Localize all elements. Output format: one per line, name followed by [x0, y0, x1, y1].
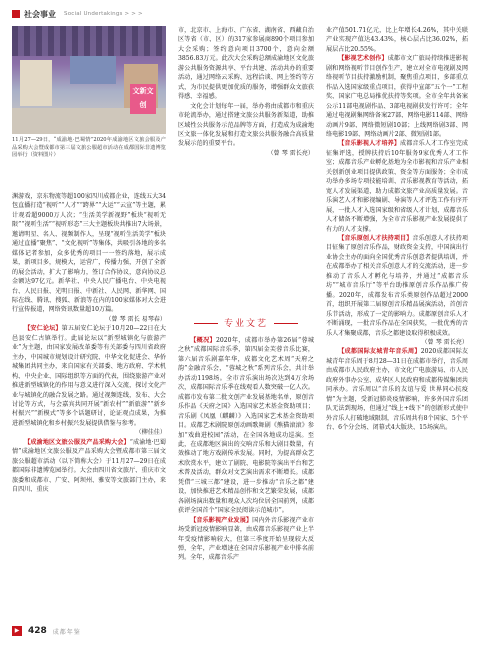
heading-rule — [194, 323, 218, 324]
paragraph: 市，北京市、上海市、广东省、湖南省、西藏自治区等省（市、区）的317家参展商890个项目参加大会采购；签约意向项目3700个，意向金额3856.83万元。此次大会采购总额成渝地区文化旅游公共服务资源共享、平台共建、活动共办的重要活动，通过网络云采购、远程洽谈、网上签约等方式，为市民提供更加优质的服务，增强群众文旅获得感、幸福感。 — [178, 27, 314, 101]
paragraph: 【音乐影视产业发展】国内外音乐影视产业市场受新冠疫情影响显著，由成都音乐影视产业上半年受疫情影响较大，但第三季度开始呈现较大反弹，全年，产业增速在全国音乐影视产业中排名前列。全年，成都音乐产 — [178, 516, 314, 562]
paragraph: 【成都国际友城青年音乐周】2020成都国际友城青年音乐周于8月28—31日在成都市举行，音乐周由成都市人民政府主办，市文化广电旅游局、市人民政府外事办公室、成华区人民政府和成都传媒集团共同承办。音乐周以“音乐的友谊与爱 世界同心抗疫情”为主题，受新冠肺炎疫情影响，许多外国音乐团队无法到现场，但通过“线上+线下”的创新形式使中外音乐人打破地域限制，音乐周共有8个国家、5个平台、6个分会场、闭幕式4大版块、15场演出。 — [326, 348, 468, 432]
photo-panel — [20, 60, 52, 106]
entry-tag: 【安仁论坛】 — [24, 325, 62, 333]
paragraph: 【影视艺术创作】成都市文广旅局持续推进影视剧和网络视听节目创作生产，建立对全市电视剧及网络视听节目扶持激励机制，聚焦重点项目，多部重点作品入选国家级重点项目，获得中宣部“五个一”工程奖、国家广电总局推优扶持等奖项。全市全年共备案公示11部电视剧作品、3部电视剧获发行许可；全年通过电视剧集网络备案27部、网络电影114部、网络动画片9部、网络微短剧10部；上线网络剧3部、网络电影19部、网络动画片2部、微短剧1部。 — [326, 55, 468, 138]
section-subtitle: Social Undertakings > > > — [64, 11, 143, 17]
author-credit: （曾 琴 雷长亮） — [421, 338, 468, 346]
paragraph: 业产值501.71亿元，比上年增长4.26%，其中关联产业实现产值达43.43%，核心层占比36.02%，拓展层占比20.55%。 — [326, 27, 468, 53]
entry-tag: 【音乐原创人才扶持项目】 — [338, 234, 413, 242]
column-1 — [12, 192, 166, 622]
page-number: 428 — [28, 626, 47, 636]
section-title: 社会事业 — [24, 9, 56, 19]
entry-tag: 【音乐影视人才培养】 — [338, 140, 401, 148]
section-marker-icon — [12, 10, 20, 18]
entry-tag: 【影视艺术创作】 — [338, 55, 388, 63]
event-photo — [12, 26, 166, 134]
author-credit: （曾 琴 雷长亮） — [267, 149, 314, 157]
column-2-top — [178, 26, 314, 310]
author-credit: （曾 琴 雷长 易琴春） — [105, 315, 166, 323]
section-heading: 专业文艺 — [178, 316, 314, 329]
column-2-bottom — [178, 336, 314, 624]
photo-panel — [70, 56, 116, 84]
paragraph: 渊游戏，京东物流等超100家四川成都企业，连线五大34包直播打造“视听”“人才”“跨界”“大运”“云宣”等主题，累计观看超9000万人次；“生活美学新视野”板块“视听无限”“视听生活”“视听形态”三大主题板块共推出7大场景，邀请明星、名人、视频制作人，呈现“视听生活美学”板块通过直播“聚焦”、“文化视听”等集体，共吸引各地的多名媒体记者参加，众多优秀的项目一一签约落地，展示成果，新项目多，规模大，运营广，传播力强，开创了全新的展会活动，扩大了影响力，签订合作协议，意向协议总金额达97亿元。新华社、中央人民广播电台、中央电视台、人民日报、光明日报、中新社、人民网、新华网、国际在线、腾讯、搜狐、新浪等在内的100家媒体对大会进行宣传报道，网络资讯数量超10万篇。 （曾 琴 雷长 易琴春） — [12, 193, 166, 323]
page-marker-icon: ▶ — [12, 626, 22, 636]
entry-tag: 【成渝地区文旅公服及产品采购大会】 — [24, 438, 130, 446]
paragraph: 【音乐原创人才扶持项目】音乐创意人才扶持项目征集了原创音乐作品，财政资金支持，中国演出行业协会主办的面向全国优秀音乐创意者提供培训，并在成都举办了相关音乐创意人才的交流活动，进一步推动了音乐人才孵化与培养，并通过“成都音乐坊”“城市音乐厅”等平台助推原创音乐作品推广传播。2020年，成都发布音乐类原创作品超过2000首，组织开展第二届原创音乐精品展演活动，首创音乐节活动，形成了一定的影响力。成都原创音乐人才不断涌现，一批音乐作品在全国获奖，一批优秀的音乐人才集聚成都，音乐之都建设取得积极成效。 （曾 琴 雷长亮） — [326, 234, 468, 346]
photo-ceiling — [12, 26, 166, 56]
publication-name: 成都年鉴 — [52, 628, 81, 636]
page-footer — [12, 625, 81, 637]
entry-tag: 【概况】 — [190, 337, 216, 344]
paragraph: 【成渝地区文旅公服及产品采购大会】“成渝地·巴蜀情”成渝地区文旅公服及产品采购大会暨成都市第三届文旅公服超市活动（以下简称大会）于11月27—29日在成都国际非遗博览园举行。大会由四川省文旅厅、重庆市文旅委和成都市、广安、阿坝州、雅安等文旅部门主办，来自四川、重庆 — [12, 438, 166, 494]
heading-rule — [274, 323, 298, 324]
paragraph: 【音乐影视人才培养】成都音乐人才工作室完成征集评选，授牌扶持后10年服务9家优秀人才工作室；成都音乐产业孵化基地为全市影视和音乐产业相关创新创业项目提供政策、资金等方面服务；全市成功举办多场专项技能培训、音乐影视教育等活动，拓宽人才发展渠道，助力成都文旅产业高质量发展。音乐演艺人才和影视编剧、导演等人才评选工作有序开展，一批人才入选国家级和省级人才计划，成都音乐人才储备不断增强，为全市音乐影视产业发展提供了有力的人才支撑。 — [326, 140, 468, 233]
column-3 — [326, 26, 468, 622]
entry-tag: 【成都国际友城青年音乐周】 — [338, 348, 421, 356]
author-credit: （柳佳佳） — [135, 429, 166, 437]
section-header — [12, 7, 143, 21]
entry-tag: 【音乐影视产业发展】 — [190, 516, 253, 524]
paragraph: 【安仁论坛】第五届安仁论坛于10月20—22日在大邑县安仁古镇举行。此届论坛以“新型城镇化与旅游产业”为主题，由国家发展改革委等有关部委与四川省政府主办，中国城市规划设计研究院、中华文化促进会、华侨城集团共同主办，来自国家有关部委、地方政府、学术机构、中央企业、国际组织等方面的代表，围绕旅游产业对推进新型城镇化的作用与意义进行深入交流，探讨文化产业与城镇化的融合发展之路。通过视频连线，发布、大会讨论等方式，与会嘉宾共同开展“新农村”“新旅游”“新乡村振兴”“新模式”等多个话题研讨，论证观点成果，为推进新型城镇化和乡村振兴发展提供借鉴与参考。 （柳佳佳） — [12, 325, 166, 437]
paragraph: 【概况】2020年，成都市举办第26届“蓉城之秋”成都国际音乐季，第四届金芙蓉音乐比赛，第六届音乐剧嘉年华，成都文化艺术周“天府之韵”金融音乐会，“蓉城之秋”系列音乐会，共计举办活动1198场。全市音乐演出场次达到4万余场次，成都国际音乐季在线观看人数突破一亿人次。成都市发布第二批文创产业发展基地名单，原创音乐作品《天府之国》入选国家艺术基金资助项目；音乐剧《凤凰（麒麟）》入选国家艺术基金资助项目。成都艺术剧院原创动画歌舞剧《熊猫滚滚》参加“戏曲进校园”活动，在全国各地成功巡演。至此，在成都地区演出的交响音乐和大剧目数量，有效推动了地方戏剧传承发展。同时，为提高群众艺术欣赏水平，建立了剧院、电影院等演出平台和艺术普及活动，群众对文艺演出需求不断增长。成都凭借“三城三都”建设，进一步推动“音乐之都”建设，加快推进艺术精品创作和文艺繁荣发展，成都各剧场演出数量和观众人次均位居全国前列，成都获评全国首个“国家全民阅读示范城市”。 — [178, 337, 314, 515]
photo-sign: 文新文创 — [130, 84, 156, 114]
paragraph: 文化会计划每年一届，举办将由成都市和重庆市轮流举办，通过搭建文旅公共服务新渠道，助推区域性公共服务示范品牌等方面，打造成为成渝地区文旅一体化发展和打造文旅公共服务融合高质量发展示范的重要平台。 （曾 琴 雷长亮） — [178, 102, 314, 157]
photo-caption: 11月27—29日，“成渝地·巴蜀情”2020年成渝地区文旅会服及产品采购大会暨成都市第三届文旅公服超市活动在成都国际非遗博览园举行（资料图片） — [12, 137, 166, 159]
